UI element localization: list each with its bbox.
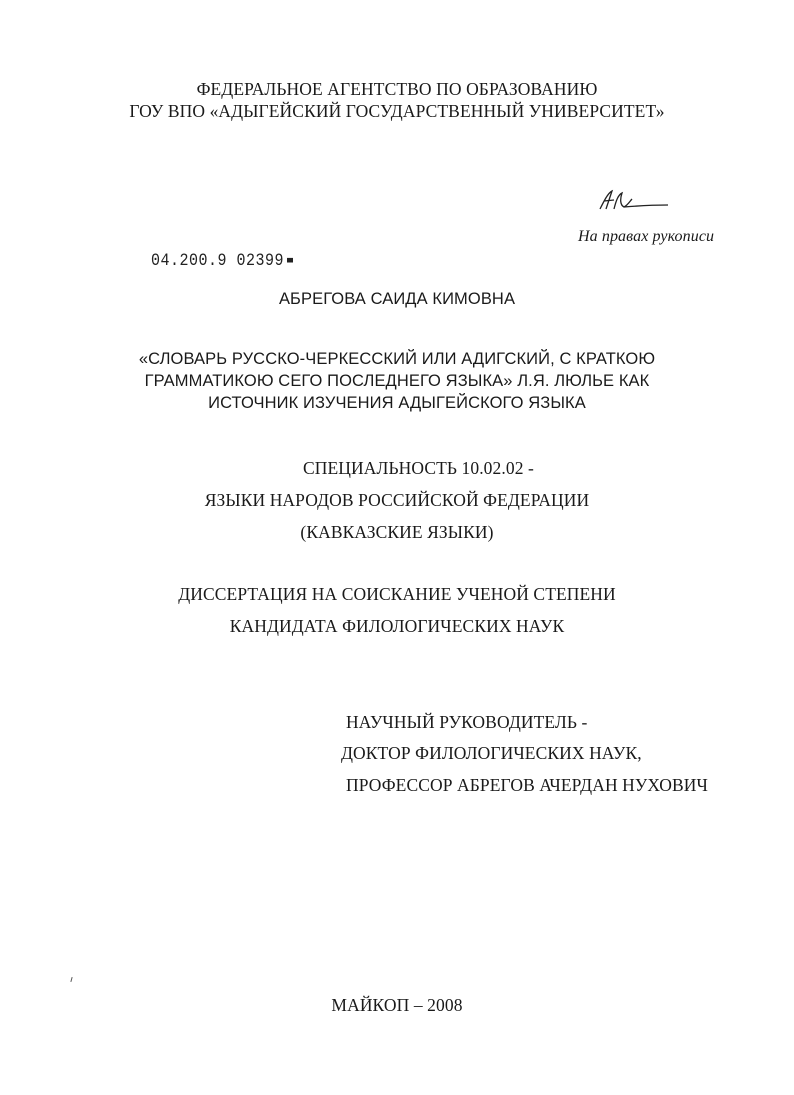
specialty-code: СПЕЦИАЛЬНОСТЬ 10.02.02 - — [303, 458, 534, 478]
title-line-2: ГРАММАТИКОЮ СЕГО ПОСЛЕДНЕГО ЯЗЫКА» Л.Я. ЛЮЛЬЕ КАК — [144, 372, 650, 390]
city-year: МАЙКОП – 2008 — [331, 995, 463, 1015]
signature-mark — [596, 187, 676, 215]
registration-stamp — [151, 251, 293, 271]
degree-line-1: ДИССЕРТАЦИЯ НА СОИСКАНИЕ УЧЕНОЙ СТЕПЕНИ — [178, 584, 616, 604]
advisor-name: ПРОФЕССОР АБРЕГОВ АЧЕРДАН НУХОВИЧ — [346, 775, 708, 795]
advisor-label: НАУЧНЫЙ РУКОВОДИТЕЛЬ - — [346, 712, 588, 732]
stamp-number: 04.200.9 02399 — [151, 251, 285, 271]
scan-speck — [70, 977, 72, 982]
title-line-3: ИСТОЧНИК ИЗУЧЕНИЯ АДЫГЕЙСКОГО ЯЗЫКА — [208, 394, 586, 412]
university-name: ГОУ ВПО «АДЫГЕЙСКИЙ ГОСУДАРСТВЕННЫЙ УНИВЕРСИТЕТ» — [129, 101, 665, 121]
agency-name: ФЕДЕРАЛЬНОЕ АГЕНТСТВО ПО ОБРАЗОВАНИЮ — [196, 79, 598, 99]
stamp-mark — [287, 258, 293, 263]
specialty-name: ЯЗЫКИ НАРОДОВ РОССИЙСКОЙ ФЕДЕРАЦИИ — [204, 490, 590, 510]
advisor-degree: ДОКТОР ФИЛОЛОГИЧЕСКИХ НАУК, — [341, 743, 642, 763]
manuscript-note: На правах рукописи — [578, 228, 715, 245]
degree-line-2: КАНДИДАТА ФИЛОЛОГИЧЕСКИХ НАУК — [229, 616, 565, 636]
author-name: АБРЕГОВА САИДА КИМОВНА — [278, 290, 516, 308]
title-line-1: «СЛОВАРЬ РУССКО-ЧЕРКЕССКИЙ ИЛИ АДИГСКИЙ, С КРАТКОЮ — [138, 350, 656, 368]
specialty-subgroup: (КАВКАЗСКИЕ ЯЗЫКИ) — [300, 522, 494, 542]
